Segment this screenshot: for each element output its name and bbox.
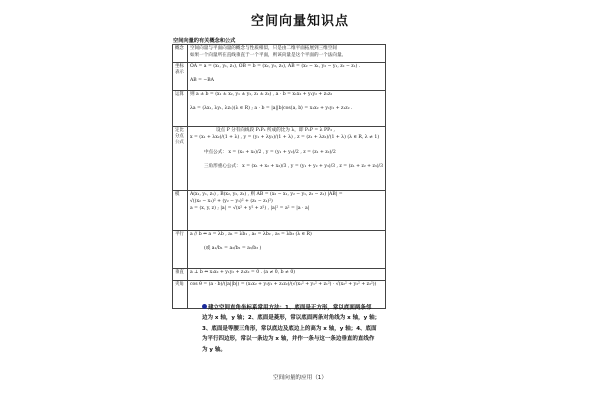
- row-content: [187, 91, 385, 127]
- row-content: [187, 231, 385, 269]
- row-label: 模: [173, 191, 188, 231]
- formula-line: 则 a ± b = (x₁ ± x₂, y₁ ± y₂, z₁ ± z₂) , a · b = x₁x₂ + y₁y₂ + z₁z₂: [189, 92, 333, 97]
- coordinate-system-note: [202, 303, 402, 355]
- formula-line: (或 a₁/b₁ = a₂/b₂ = a₃/b₃ ): [203, 246, 262, 252]
- formula-line: a ⊥ b ⇔ x₁x₂ + y₁y₂ + z₁z₂ = 0 . (a ≠ 0, b ≠ 0): [189, 270, 296, 275]
- formula-line: 三角形重心公式： x = (x₁ + x₂ + x₃)/3 , y = (y₁ + y₂ + y₃)/3 , z = (z₁ + z₂ + z₃)/3: [203, 164, 383, 170]
- table-row: [173, 91, 386, 127]
- row-content: [187, 63, 385, 91]
- formula-line: A(x₁, y₁, z₁) , B(x₂, y₂, z₂) , 则 AB = (x₂ − x₁, y₂ − y₁, z₂ − z₁) |AB| =: [189, 192, 343, 197]
- row-content: [187, 269, 385, 281]
- table-row: [173, 269, 386, 281]
- table-row: [173, 191, 386, 231]
- formula-line: a = (x, y, z) ; |a| = √(x² + y² + z²) , |a|² = a² = |a · a|: [189, 206, 310, 212]
- section-subheading: 空间向量的有关概念和公式: [173, 38, 236, 44]
- formula-line: [190, 141, 383, 148]
- row-label: 定比分点公式: [173, 127, 188, 191]
- formula-line: [190, 238, 383, 245]
- note-line: 3、底面是等腰三角形，常以底边及底边上的高为 x 轴，y 轴；4、底面: [202, 325, 377, 332]
- row-content: [187, 191, 385, 231]
- formula-line: cos θ = (a · b)/(|a||b|) = (x₁x₂ + y₁y₂ + z₁z₂)/(√(x₁² + y₁² + z₁²) · √(x₂² + y₂² + z₂²)): [189, 282, 377, 287]
- formula-line: 空间向量与平面向量的概念与性质相似，只是由二维平面拓展到三维空间: [189, 46, 337, 51]
- page-title: 空间向量知识点: [250, 14, 349, 29]
- table-row: [173, 63, 386, 91]
- row-label: 平行: [173, 231, 188, 269]
- footer-section-title: 空间向量的应用（1）: [273, 375, 327, 381]
- row-label: 夹角: [173, 281, 188, 309]
- formula-line: [190, 70, 383, 77]
- note-line: 边为 x 轴，y 轴；2、底面是菱形，常以底面两条对角线为 x 轴，y 轴；: [202, 315, 381, 322]
- row-label: 垂直: [173, 269, 188, 281]
- formula-line: a // b ⇔ a = λb , a₁ = λb₁ , a₂ = λb₂ , a₃ = λb₃ (λ ∈ R): [189, 232, 312, 237]
- formula-line: [190, 98, 383, 105]
- formula-line: [190, 156, 383, 163]
- formula-line: OA = a = (x₁, y₁, z₁), OB = b = (x₂, y₂, z₂), AB = (x₂ − x₁, y₂ − y₁, z₂ − z₁) .: [189, 64, 361, 69]
- table-row: [173, 231, 386, 269]
- row-content: [187, 45, 385, 63]
- note-text: 建立空间直角坐标系常用方法：1、底面是正方形，常以底面两条邻: [208, 305, 372, 311]
- formula-table: [172, 44, 386, 309]
- note-line: 为平行四边形，常以一条边为 x 轴，并作一条与这一条边垂直的直线作: [202, 336, 375, 343]
- bullet-icon: [202, 304, 207, 309]
- row-label: 运算: [173, 91, 188, 127]
- row-label: 概念: [173, 45, 188, 63]
- note-line: 为 y 轴。: [202, 346, 226, 353]
- table-row: [173, 45, 386, 63]
- formula-line: x = (x₁ + λx₂)/(1 + λ) , y = (y₁ + λy₂)/(1 + λ) , z = (z₁ + λz₂)/(1 + λ) (λ ∈ R, λ ≠ 1): [189, 135, 380, 141]
- formula-line: AB = −BA: [189, 78, 214, 84]
- table-row: [173, 127, 386, 191]
- formula-line: 中点公式： x = (x₁ + x₂)/2 , y = (y₁ + y₂)/2 , z = (z₁ + z₂)/2: [203, 149, 336, 155]
- formula-line: 设点 P 分有向线段 P₁P₂ 所成的比为 λ，即 P₁P = λ PP₂ ,: [215, 128, 335, 133]
- row-content: [187, 127, 385, 191]
- row-label: 坐标表示: [173, 63, 188, 91]
- formula-line: √((x₂ − x₁)² + (y₂ − y₁)² + (z₂ − z₁)²): [189, 199, 273, 205]
- formula-line: λa = (λx₁, λy₁, λz₁)(λ ∈ R) ; a · b = |a||b|cos⟨a, b⟩ = x₁x₂ + y₁y₂ + z₁z₂ .: [189, 106, 353, 112]
- formula-line: 如果一个向量所在直线垂直于一个平面，则该向量是这个平面的一个法向量。: [189, 53, 347, 59]
- note-line: [202, 303, 402, 313]
